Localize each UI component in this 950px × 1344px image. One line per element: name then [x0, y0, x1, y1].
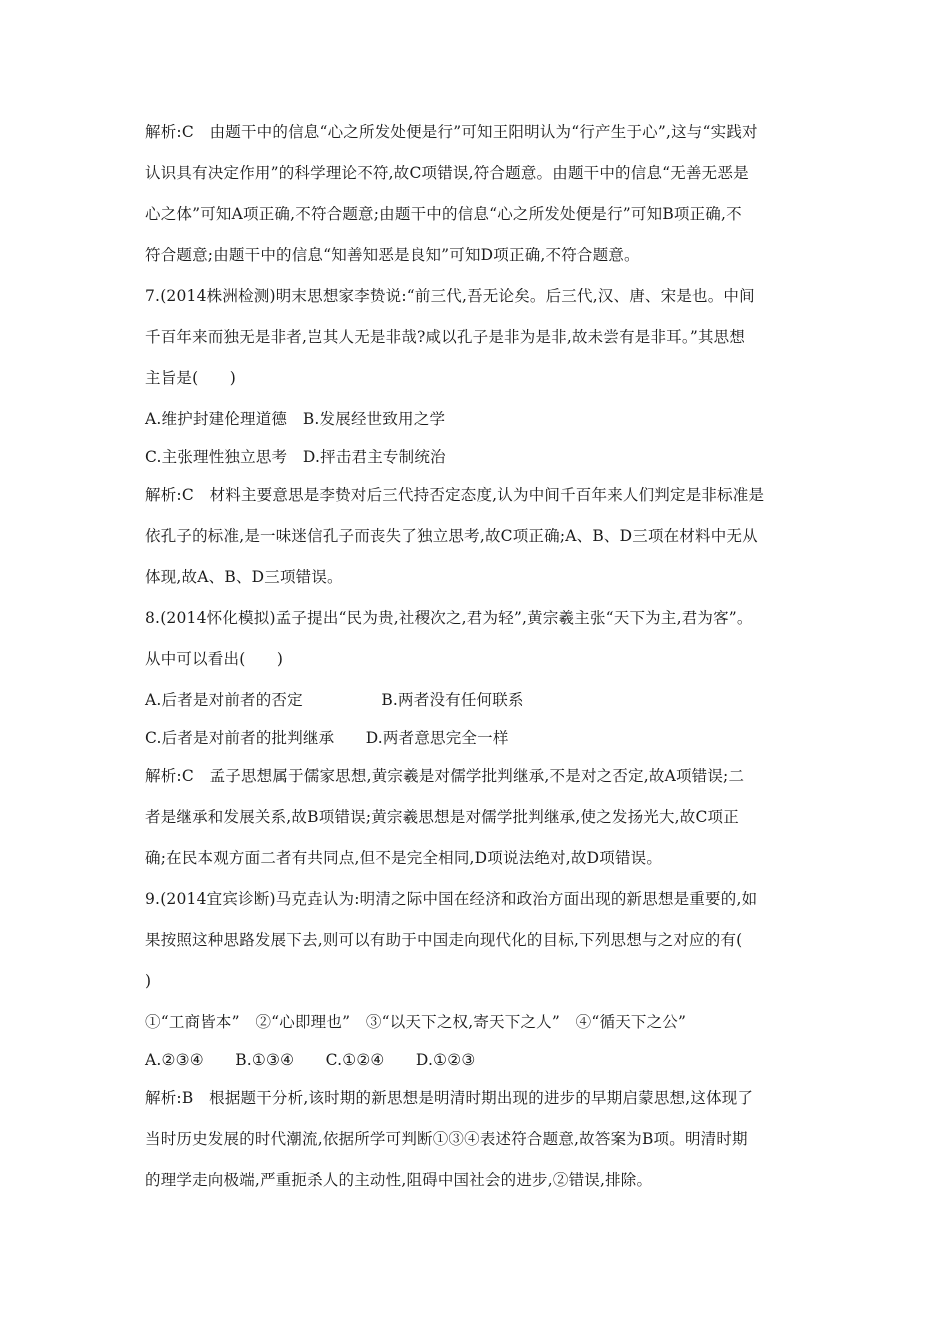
analysis-question-6	[145, 122, 810, 265]
text-line: 确;在民本观方面二者有共同点,但不是完全相同,D项说法绝对,故D项错误。	[145, 849, 663, 867]
text-line: 解析:C 材料主要意思是李贽对后三代持否定态度,认为中间千百年来人们判定是非标准是	[145, 486, 765, 504]
options-question-7	[145, 409, 810, 467]
option-line: ①“工商皆本” ②“心即理也” ③“以天下之权,寄天下之人” ④“循天下之公”	[145, 1013, 687, 1031]
text-line: 者是继承和发展关系,故B项错误;黄宗羲思想是对儒学批判继承,使之发扬光大,故C项正	[145, 808, 739, 826]
analysis-question-8	[145, 766, 810, 868]
option-line: C.主张理性独立思考 D.抨击君主专制统治	[145, 448, 446, 466]
text-line: 9.(2014宜宾诊断)马克垚认为:明清之际中国在经济和政治方面出现的新思想是重要的,如	[145, 890, 758, 908]
option-line: C.后者是对前者的批判继承 D.两者意思完全一样	[145, 729, 509, 747]
question-7	[145, 286, 810, 388]
option-line: A.②③④ B.①③④ C.①②④ D.①②③	[145, 1051, 476, 1069]
text-line: 认识具有决定作用”的科学理论不符,故C项错误,符合题意。由题干中的信息“无善无恶是	[145, 164, 749, 182]
text-line: 体现,故A、B、D三项错误。	[145, 568, 343, 586]
options-question-8	[145, 690, 810, 748]
text-line: 果按照这种思路发展下去,则可以有助于中国走向现代化的目标,下列思想与之对应的有(	[145, 931, 743, 949]
text-line: 8.(2014怀化模拟)孟子提出“民为贵,社稷次之,君为轻”,黄宗羲主张“天下为主,君为客”。	[145, 609, 753, 627]
text-line: 解析:B 根据题干分析,该时期的新思想是明清时期出现的进步的早期启蒙思想,这体现了	[145, 1089, 754, 1107]
text-line: 符合题意;由题干中的信息“知善知恶是良知”可知D项正确,不符合题意。	[145, 246, 640, 264]
text-line: )	[145, 972, 152, 990]
text-line: 主旨是( )	[145, 369, 236, 387]
text-line: 7.(2014株洲检测)明末思想家李贽说:“前三代,吾无论矣。后三代,汉、唐、宋是也。中间	[145, 287, 755, 305]
text-line: 从中可以看出( )	[145, 650, 284, 668]
question-8	[145, 608, 810, 669]
text-line: 的理学走向极端,严重扼杀人的主动性,阻碍中国社会的进步,②错误,排除。	[145, 1171, 653, 1189]
text-line: 心之体”可知A项正确,不符合题意;由题干中的信息“心之所发处便是行”可知B项正确,不	[145, 205, 742, 223]
text-line: 依孔子的标准,是一味迷信孔子而丧失了独立思考,故C项正确;A、B、D三项在材料中无从	[145, 527, 758, 545]
analysis-question-7	[145, 485, 810, 587]
document-page	[145, 122, 810, 1211]
options-question-9	[145, 1012, 810, 1070]
text-line: 千百年来而独无是非者,岂其人无是非哉?咸以孔子是非为是非,故未尝有是非耳。”其思想	[145, 328, 746, 346]
text-line: 解析:C 孟子思想属于儒家思想,黄宗羲是对儒学批判继承,不是对之否定,故A项错误;二	[145, 767, 745, 785]
question-9	[145, 889, 810, 991]
option-line: A.后者是对前者的否定 B.两者没有任何联系	[145, 691, 524, 709]
text-line: 解析:C 由题干中的信息“心之所发处便是行”可知王阳明认为“行产生于心”,这与“实践对	[145, 123, 758, 141]
text-line: 当时历史发展的时代潮流,依据所学可判断①③④表述符合题意,故答案为B项。明清时期	[145, 1130, 748, 1148]
option-line: A.维护封建伦理道德 B.发展经世致用之学	[145, 410, 446, 428]
analysis-question-9	[145, 1088, 810, 1190]
